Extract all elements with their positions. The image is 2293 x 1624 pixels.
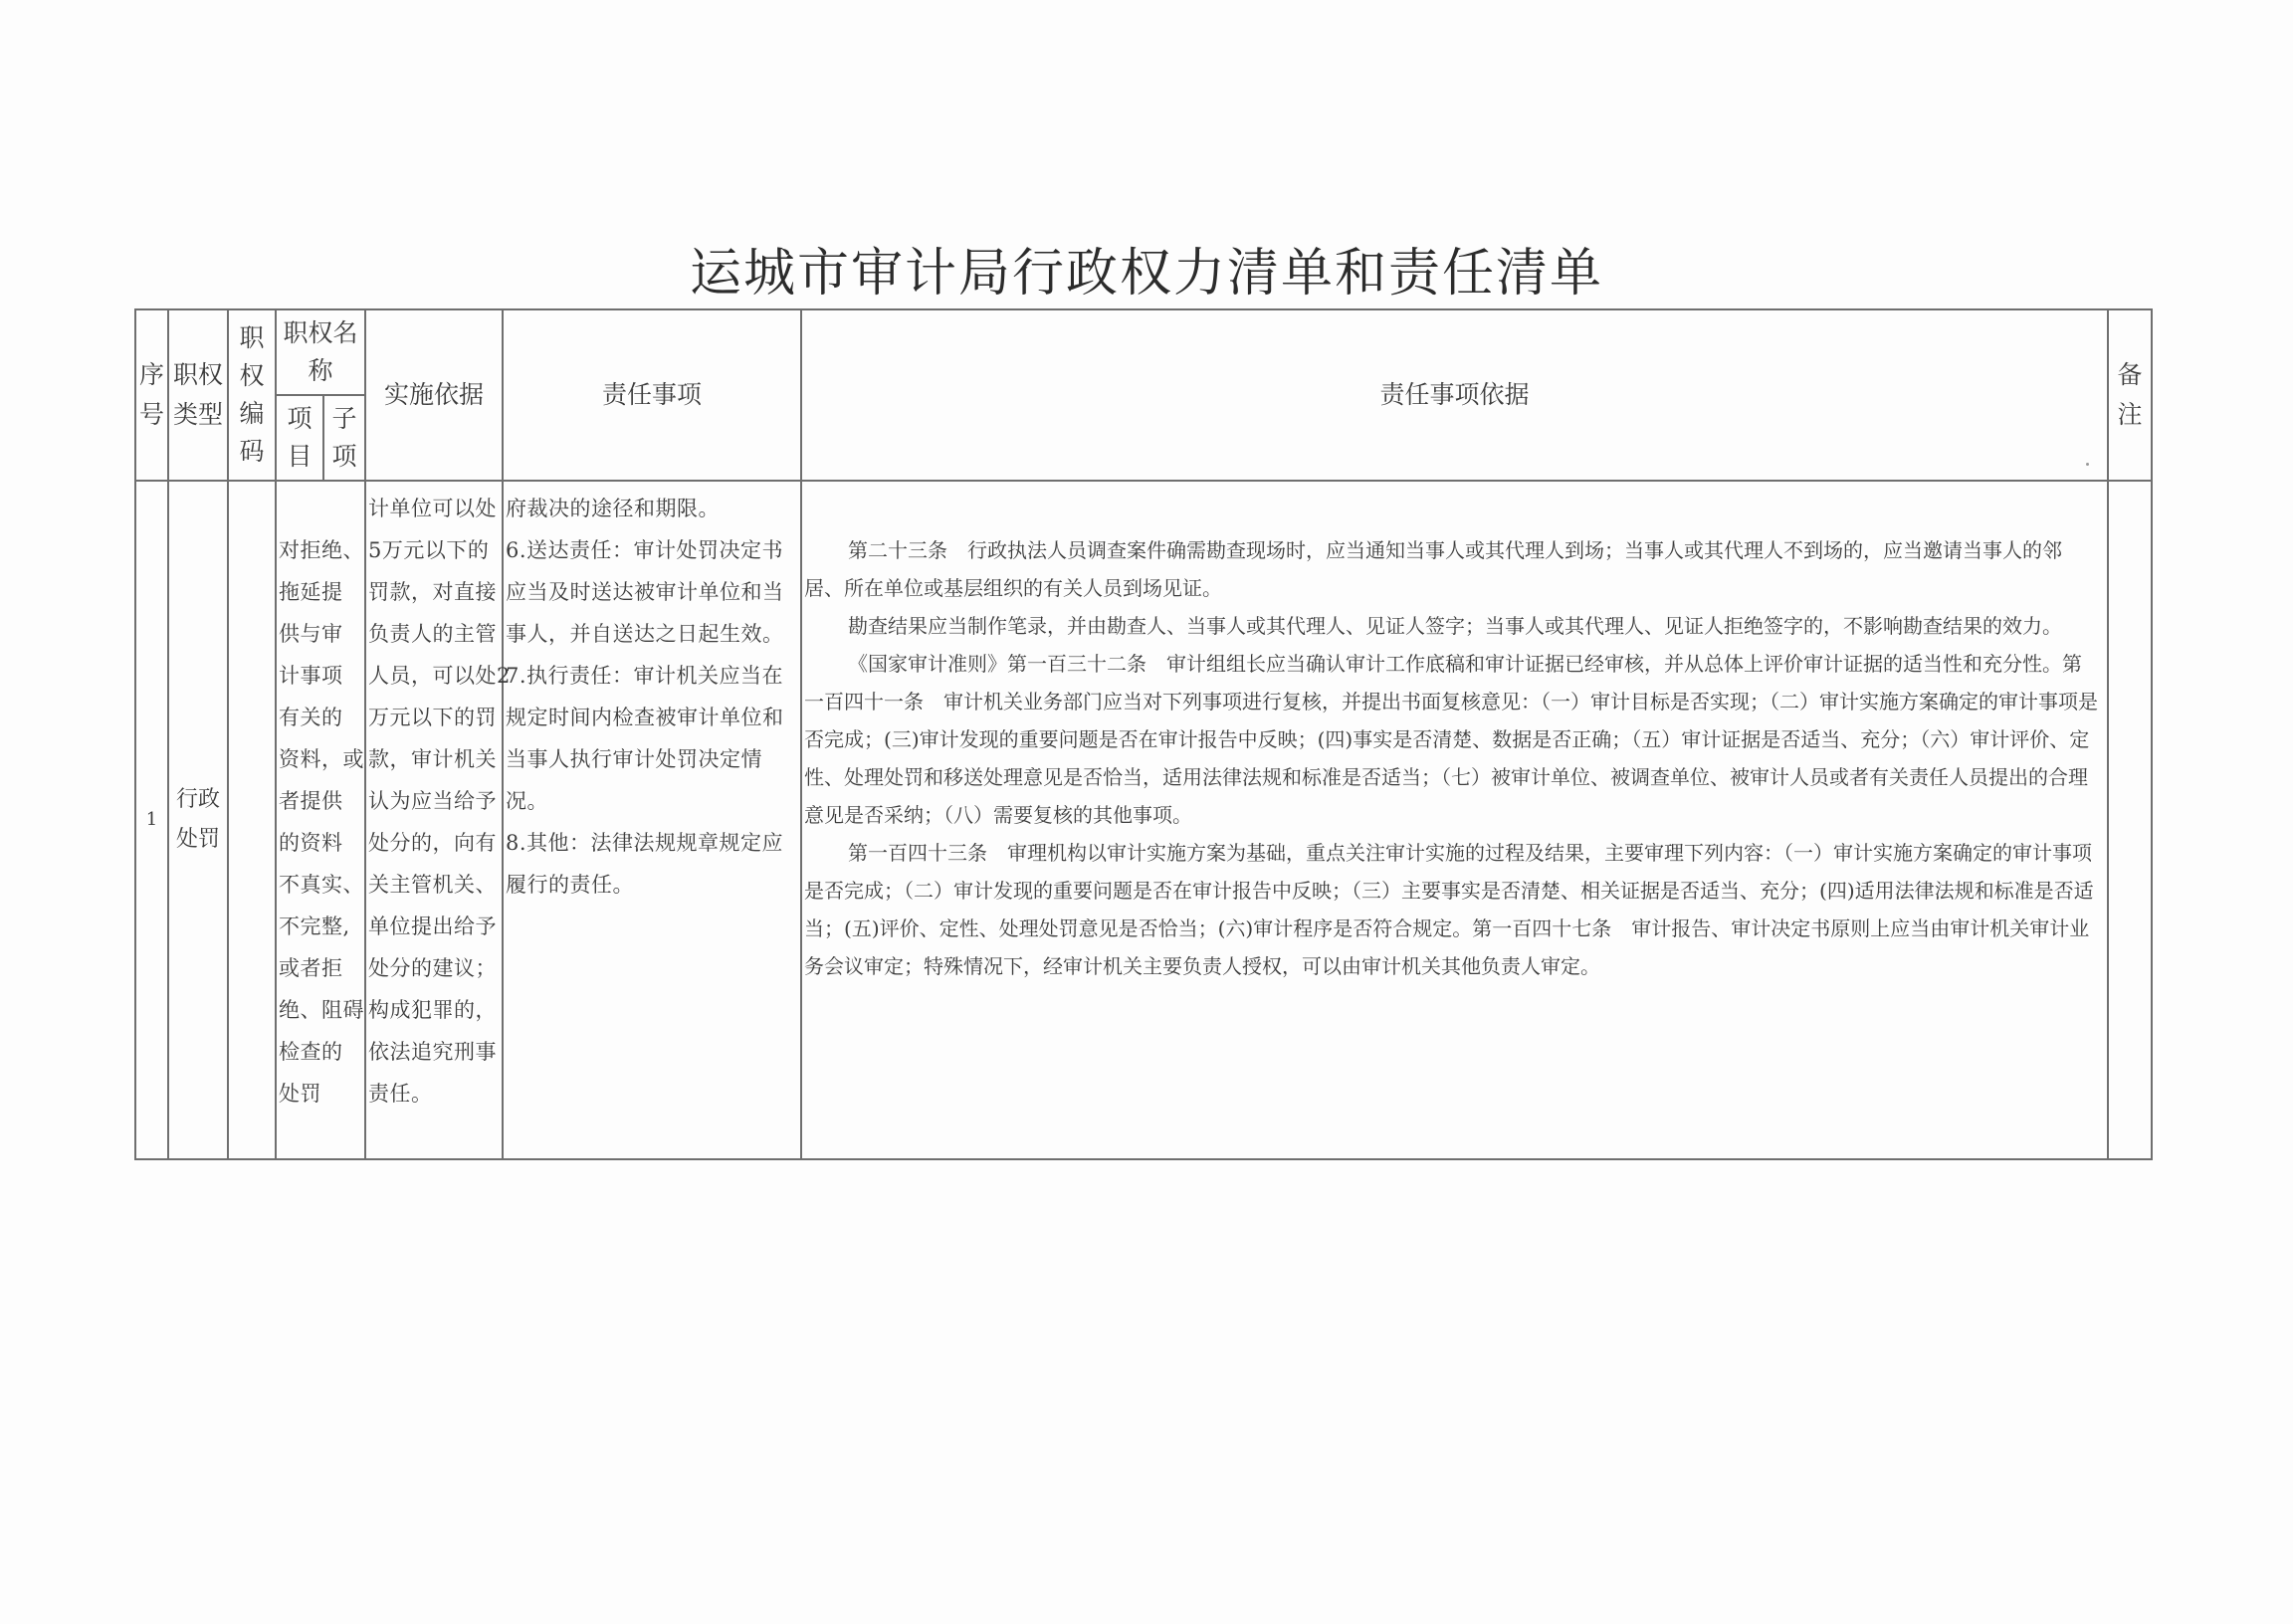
row-responsibility-lines	[506, 488, 798, 906]
header-power-name-line-1: 职权名	[283, 318, 358, 347]
row-power-type-line-1: 行政	[175, 787, 220, 812]
row-basis-line: 万元以下的罚	[368, 706, 498, 729]
header-power-type	[168, 309, 228, 481]
responsibility-basis-paragraph: 勘查结果应当制作笔录，并由勘查人、当事人或其代理人、见证人签字；当事人或其代理人、见证人拒绝签字的，不影响勘查结果的效力。	[848, 614, 2063, 638]
row-item-line: 有关的	[279, 706, 343, 729]
row-basis-line: 处分的，向有	[368, 831, 498, 855]
row-basis-line: 构成犯罪的，	[368, 998, 498, 1022]
row-basis	[365, 481, 511, 1159]
table-row	[135, 481, 2152, 1159]
responsibility-basis-paragraph: 《国家审计准则》第一百三十二条 审计组组长应当确认审计工作底稿和审计证据已经审核，并从总体上评价审计证据的适当性和充分性。第一百四十一条 审计机关业务部门应当对下列事项进行复核，并提出书面复核意见：（一）审计目标是否实现；（二）审计实施方案确定的审计事项是否完成；(三)审计发现的重要问题是否在审计报告中反映；(四)事实是否清楚、数据是否正确；（五）审计证据是否适当、充分；（六）审计评价、定性、处理处罚和移送处理意见是否恰当，适用法律法规和标准是否适当；（七）被审计单位、被调查单位、被审计人员或者有关责任人员提出的合理意见是否采纳；（八）需要复核的其他事项。	[804, 652, 2099, 827]
row-responsibility-line: 规定时间内检查被审计单位和	[506, 706, 784, 729]
row-power-type-line-2: 处罚	[175, 827, 220, 852]
header-power-code-char-2: 权	[239, 361, 265, 390]
header-responsibility-basis	[801, 309, 2108, 481]
row-responsibility-line: 当事人执行审计处罚决定情	[506, 747, 763, 771]
row-item-line: 资料，或	[279, 747, 364, 771]
row-item-line: 计事项	[279, 664, 343, 688]
row-item	[276, 481, 365, 1159]
document-title: 运城市审计局行政权力清单和责任清单	[689, 244, 1603, 304]
row-item-line: 或者拒	[279, 956, 343, 980]
row-basis-line: 5万元以下的	[368, 538, 490, 562]
row-remarks	[2108, 481, 2152, 1159]
header-sub-item-line-2: 项	[331, 442, 357, 471]
row-basis-line: 责任。	[368, 1082, 433, 1106]
row-seq: 1	[135, 481, 168, 1159]
header-sub-item-line-1: 子	[331, 404, 357, 433]
row-item-line: 对拒绝、	[279, 538, 364, 562]
row-responsibility-line: 应当及时送达被审计单位和当	[506, 580, 784, 604]
row-basis-line: 单位提出给予	[368, 914, 498, 938]
row-responsibility-line: 8.其他：法律法规规章规定应	[506, 831, 784, 855]
header-power-type-line-2: 类型	[172, 400, 223, 429]
row-basis-line: 人员，可以处2	[368, 664, 511, 688]
row-item-lines	[279, 529, 362, 1115]
row-basis-line: 关主管机关、	[368, 873, 498, 897]
row-responsibility-line: 履行的责任。	[506, 873, 635, 897]
row-item-line: 的资料	[279, 831, 343, 855]
header-sub-item	[323, 395, 365, 481]
header-remarks: 备注	[2108, 309, 2152, 481]
header-seq	[135, 309, 168, 481]
scan-speck	[2086, 463, 2089, 466]
header-responsibility: 责任事项	[503, 309, 801, 481]
row-basis-lines	[368, 488, 511, 1115]
row-power-type	[168, 481, 228, 1159]
header-item	[276, 395, 323, 481]
row-item-line: 处罚	[279, 1082, 321, 1106]
header-power-code-char-3: 编	[239, 399, 265, 428]
row-item-line: 拖延提	[279, 580, 343, 604]
row-responsibility	[503, 481, 801, 1159]
row-item-line: 检查的	[279, 1040, 343, 1064]
row-responsibility-line: 况。	[506, 789, 549, 813]
row-responsibility-line: 6.送达责任：审计处罚决定书	[506, 538, 784, 562]
responsibility-basis-paragraph: 第二十三条 行政执法人员调查案件确需勘查现场时，应当通知当事人或其代理人到场；当事人或其代理人不到场的，应当邀请当事人的邻居、所在单位或基层组织的有关人员到场见证。	[804, 538, 2063, 600]
row-item-line: 不真实、	[279, 873, 364, 897]
header-responsibility-basis-label: 责任事项依据	[1379, 380, 1530, 409]
row-responsibility-line: 府裁决的途径和期限。	[506, 497, 721, 520]
header-power-name	[276, 309, 365, 395]
row-basis-line: 认为应当给予	[368, 789, 498, 813]
row-basis-line: 款，审计机关	[368, 747, 498, 771]
row-basis-line: 处分的建议；	[368, 956, 498, 980]
power-responsibility-table	[134, 308, 2153, 1160]
row-basis-line: 计单位可以处	[368, 497, 498, 520]
row-responsibility-line: 7.执行责任：审计机关应当在	[506, 664, 784, 688]
row-basis-line: 依法追究刑事	[368, 1040, 498, 1064]
row-basis-line: 负责人的主管	[368, 622, 498, 646]
header-seq-line-2: 号	[138, 400, 164, 429]
header-row-top	[135, 309, 2152, 395]
row-power-code	[228, 481, 276, 1159]
row-item-line: 供与审	[279, 622, 343, 646]
row-responsibility-basis	[801, 481, 2108, 1159]
responsibility-basis-paragraph: 第一百四十三条 审理机构以审计实施方案为基础，重点关注审计实施的过程及结果，主要审理下列内容：（一）审计实施方案确定的审计事项是否完成；（二）审计发现的重要问题是否在审计报告中反映；（三）主要事实是否清楚、相关证据是否适当、充分；(四)适用法律法规和标准是否适当；(五)评价、定性、处理处罚意见是否恰当；(六)审计程序是否符合规定。第一百四十七条 审计报告、审计决定书原则上应当由审计机关审计业务会议审定；特殊情况下，经审计机关主要负责人授权，可以由审计机关其他负责人审定。	[804, 841, 2094, 978]
header-basis: 实施依据	[365, 309, 503, 481]
header-power-type-line-1: 职权	[172, 360, 223, 389]
header-seq-line-1: 序	[138, 360, 164, 389]
header-power-code-char-1: 职	[239, 323, 265, 352]
row-item-line: 绝、阻碍	[279, 998, 364, 1022]
header-item-line-1: 项	[287, 404, 313, 433]
row-responsibility-line: 事人，并自送达之日起生效。	[506, 622, 784, 646]
row-basis-line: 罚款，对直接	[368, 580, 498, 604]
header-power-name-line-2: 称	[308, 356, 333, 385]
header-item-line-2: 目	[287, 442, 313, 471]
row-item-line: 不完整,	[279, 914, 350, 938]
header-power-code-char-4: 码	[239, 437, 265, 466]
header-power-code	[228, 309, 276, 481]
row-item-line: 者提供	[279, 789, 343, 813]
row-responsibility-basis-paragraphs	[804, 531, 2101, 985]
